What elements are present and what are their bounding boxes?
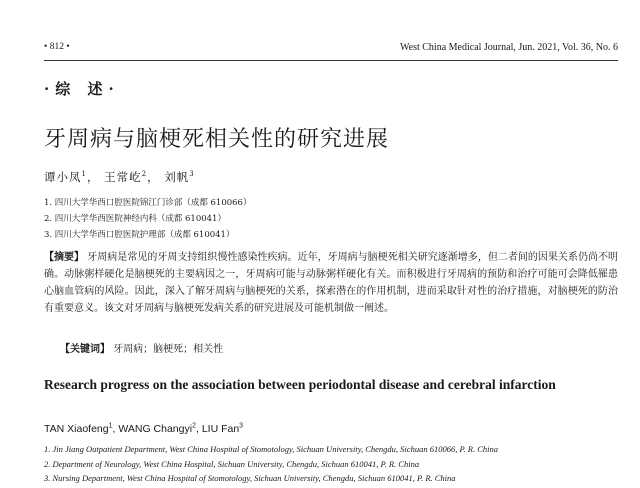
author-name: TAN Xiaofeng (44, 423, 109, 435)
affiliations-chinese (44, 195, 251, 243)
author-separator: ， (86, 170, 100, 184)
author-name: 刘帆 (164, 170, 190, 184)
author-separator: , (195, 423, 202, 435)
author-name: 王常屹 (104, 170, 142, 184)
affiliation-item: 1. Jin Jiang Outpatient Department, West China Hospital of Stomotology, Sichuan University, Chengdu, Sichuan 610066, P. R. China (44, 444, 499, 454)
abstract (44, 249, 618, 317)
journal-citation: West China Medical Journal, Jun. 2021, Vol. 36, No. 6 (400, 42, 618, 53)
author-name: WANG Changyi (118, 423, 193, 435)
affiliations-english (44, 442, 498, 486)
affiliation-item: 3. 四川大学华西口腔医院护理部（成都 610041） (44, 230, 235, 240)
author-name: LIU Fan (201, 423, 240, 435)
abstract-label: 【摘要】 (44, 252, 85, 263)
keywords-label: 【关键词】 (60, 344, 110, 355)
affiliation-item: 2. 四川大学华西医院神经内科（成都 610041） (44, 214, 226, 224)
title-english: Research progress on the association between periodontal disease and cerebral infarction (44, 377, 556, 392)
author-affiliation-mark: 2 (141, 170, 148, 179)
section-label: ·综 述· (44, 80, 120, 98)
author-affiliation-mark: 1 (108, 422, 113, 430)
author-name: 谭小凤 (44, 170, 82, 184)
author-affiliation-mark: 1 (81, 170, 87, 179)
authors-english (44, 423, 243, 435)
page-number: • 812 • (44, 42, 70, 52)
running-header (44, 42, 618, 58)
author-affiliation-mark: 2 (192, 422, 196, 430)
affiliation-item: 2. Department of Neurology, West China Hospital, Sichuan University, Chengdu, Sichuan 610041, P. R. China (44, 458, 420, 469)
title-chinese: 牙周病与脑梗死相关性的研究进展 (44, 127, 390, 152)
affiliation-item: 1. 四川大学华西口腔医院锦江门诊部（成都 610066） (44, 198, 252, 208)
keywords (60, 340, 223, 355)
author-separator: , (112, 423, 119, 435)
affiliation-item: 3. Nursing Department, West China Hospital of Stomotology, Sichuan University, Chengdu, Sichuan 610041, P. R. China (44, 473, 456, 483)
keywords-text: 牙周病；脑梗死；相关性 (113, 344, 224, 355)
authors-chinese (44, 169, 195, 185)
author-separator: ， (147, 170, 160, 184)
abstract-text: 牙周病是常见的牙周支持组织慢性感染性疾病。近年，牙周病与脑梗死相关研究逐渐增多，但二者间的因果关系仍尚不明确。动脉粥样硬化是脑梗死的主要病因之一，牙周病可能与动脉粥样硬化有关。而积极进行牙周病的预防和治疗可能可会降低罹患心脑血管病的风险。因此，深入了解牙周病与脑梗死的关系，探索潜在的作用机制，进而采取针对性的治疗措施，对脑梗死的防治有重要意义。该文对牙周病与脑梗死发病关系的研究进展及可能机制做一阐述。 (44, 252, 619, 314)
header-rule (44, 60, 618, 61)
author-affiliation-mark: 3 (189, 170, 195, 179)
author-affiliation-mark: 3 (239, 422, 244, 430)
